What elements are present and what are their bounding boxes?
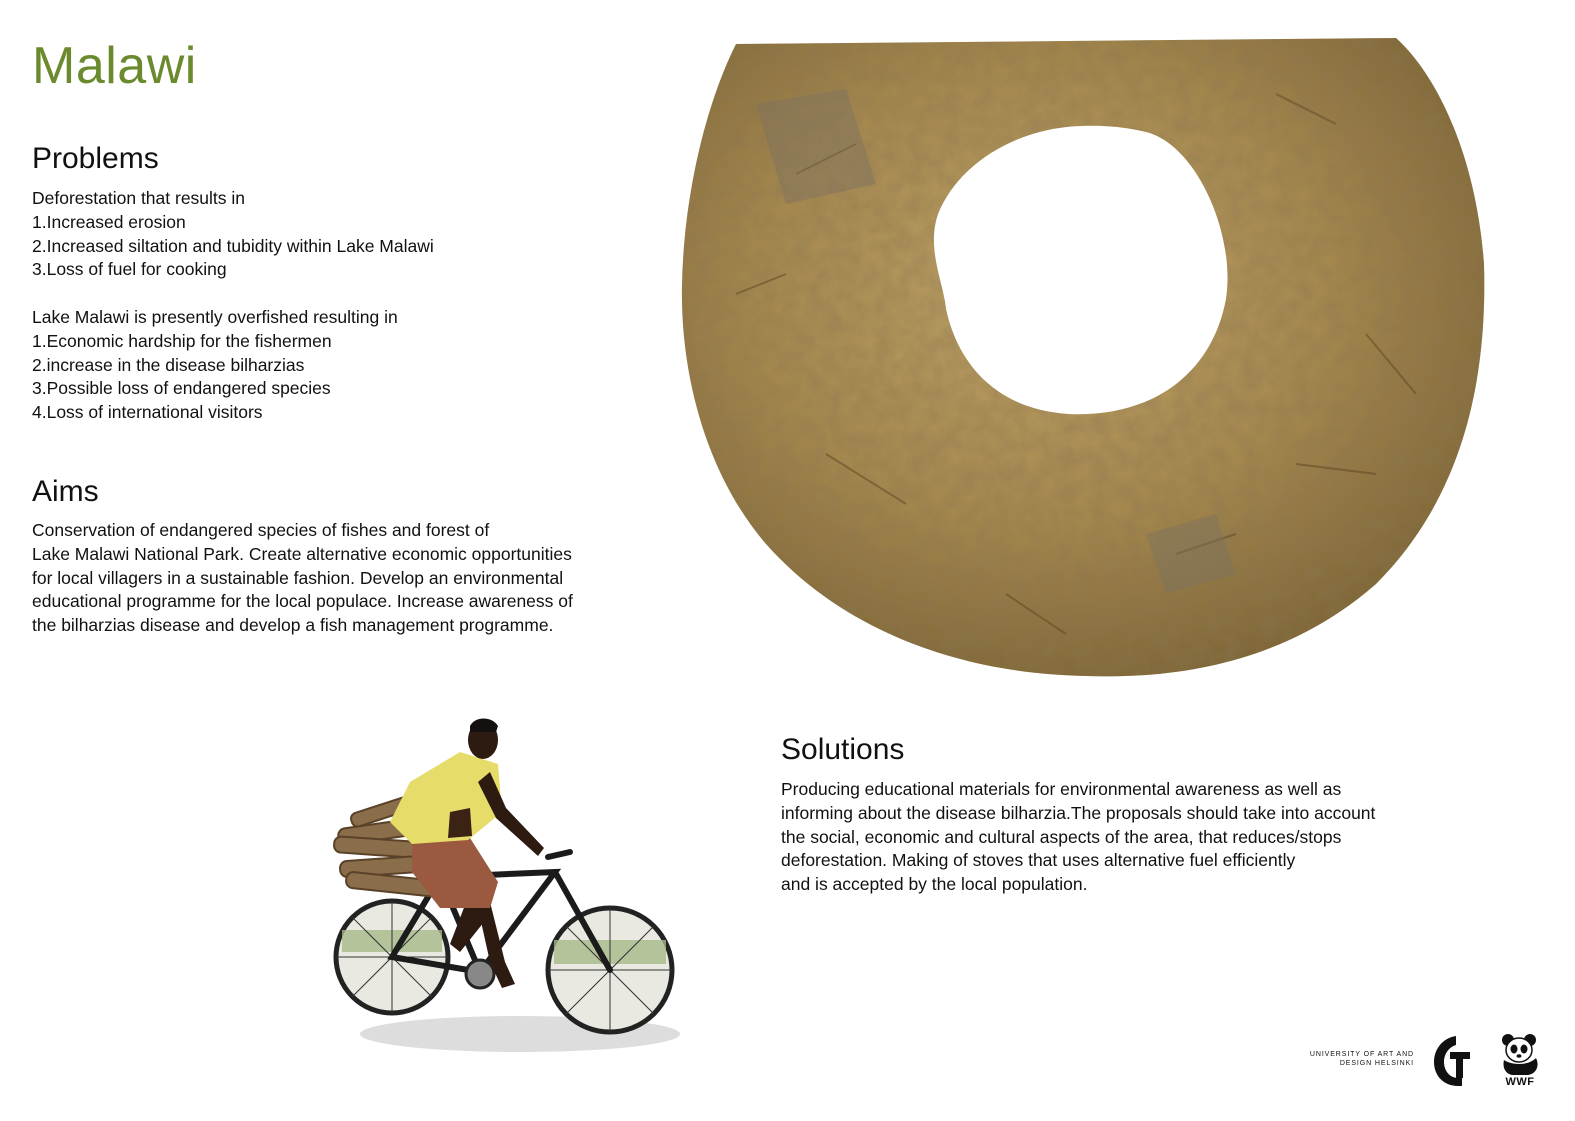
problems-line: 2.increase in the disease bilharzias bbox=[32, 354, 305, 375]
problems-text bbox=[32, 187, 434, 425]
university-name bbox=[1290, 1050, 1414, 1068]
solutions-line: the social, economic and cultural aspects of the area, that reduces/stops bbox=[781, 826, 1342, 847]
solutions-heading: Solutions bbox=[781, 733, 905, 766]
problems-line: 1.Economic hardship for the fishermen bbox=[32, 330, 332, 351]
aims-line: educational programme for the local populace. Increase awareness of bbox=[32, 591, 573, 612]
aims-line: Conservation of endangered species of fishes and forest of bbox=[32, 520, 490, 540]
cyclist-with-firewood-icon bbox=[320, 712, 690, 1062]
aims-line: for local villagers in a sustainable fashion. Develop an environmental bbox=[32, 567, 564, 588]
problems-line: 1.Increased erosion bbox=[32, 211, 186, 232]
solutions-line: Producing educational materials for environmental awareness as well as bbox=[781, 779, 1342, 799]
problems-line: 4.Loss of international visitors bbox=[32, 402, 263, 423]
problems-heading: Problems bbox=[32, 142, 159, 175]
solutions-line: deforestation. Making of stoves that uses alternative fuel efficiently bbox=[781, 850, 1296, 871]
university-name-line: UNIVERSITY OF ART AND bbox=[1309, 1051, 1414, 1058]
problems-line: Lake Malawi is presently overfished resulting in bbox=[32, 306, 398, 327]
page-title: Malawi bbox=[32, 37, 197, 95]
wwf-label: WWF bbox=[1505, 1076, 1535, 1088]
problems-line: 3.Loss of fuel for cooking bbox=[32, 259, 227, 280]
aims-heading: Aims bbox=[32, 475, 99, 508]
wwf-logo bbox=[1498, 1032, 1542, 1090]
problems-line: Deforestation that results in bbox=[32, 188, 246, 208]
footer-logos bbox=[1290, 1030, 1550, 1092]
aims-line: Lake Malawi National Park. Create alternative economic opportunities bbox=[32, 543, 572, 564]
solutions-text bbox=[781, 778, 1375, 897]
paragraph-gap bbox=[32, 282, 434, 306]
problems-line: 3.Possible loss of endangered species bbox=[32, 378, 331, 399]
aims-text bbox=[32, 519, 573, 638]
aims-line: the bilharzias disease and develop a fish management programme. bbox=[32, 615, 554, 636]
university-name-line: DESIGN HELSINKI bbox=[1339, 1060, 1414, 1067]
solutions-line: informing about the disease bilharzia.The proposals should take into account bbox=[781, 802, 1376, 823]
panda-icon bbox=[1498, 1032, 1542, 1076]
problems-line: 2.Increased siltation and tubidity within Lake Malawi bbox=[32, 235, 434, 256]
solutions-line: and is accepted by the local population. bbox=[781, 874, 1088, 895]
dung-cake-icon bbox=[676, 34, 1488, 682]
university-logo-icon bbox=[1432, 1034, 1472, 1088]
